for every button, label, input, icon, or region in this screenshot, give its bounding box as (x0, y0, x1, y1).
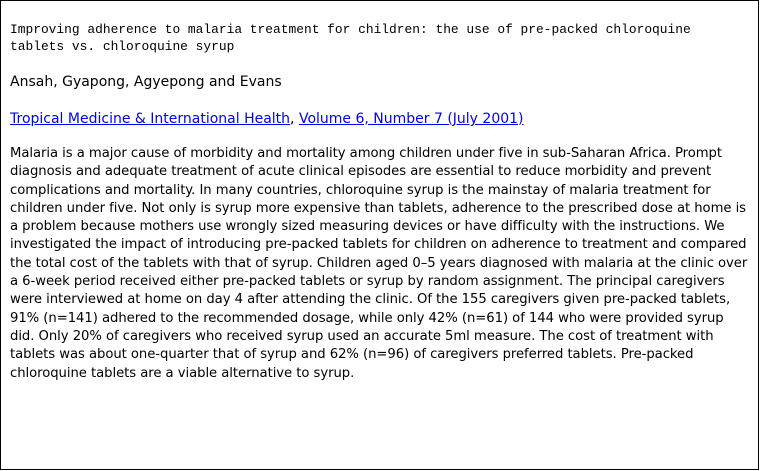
article-abstract: Malaria is a major cause of morbidity and mortality among children under five in sub-Saharan Africa. Prompt diagnosis and adequate treatment of acute clinical episodes are essential to reduce morbidity and prevent complications and mortality. In many countries, chloroquine syrup is the mainstay of malaria treatment for children under five. Not only is syrup more expensive than tablets, adherence to the prescribed dose at home is a problem because mothers use wrongly sized measuring devices or have difficulty with the instructions. We investigated the impact of introducing pre-packed tablets for children on adherence to treatment and compared the total cost of the tablets with that of syrup. Children aged 0–5 years diagnosed with malaria at the clinic over a 6-week period received either pre-packed tablets or syrup by random assignment. The principal caregivers were interviewed at home on day 4 after attending the clinic. Of the 155 caregivers given pre-packed tablets, 91% (n=141) adhered to the recommended dosage, while only 42% (n=61) of 144 who were provided syrup did. Only 20% of caregivers who received syrup used an accurate 5ml measure. The cost of treatment with tablets was about one-quarter that of syrup and 62% (n=96) of caregivers preferred tablets. Pre-packed chloroquine tablets are a viable alternative to syrup. (10, 146, 748, 381)
article-title: Improving adherence to malaria treatment for children: the use of pre-packed chloroquine tablets vs. chloroquine syrup (10, 22, 691, 54)
citation-separator: , (290, 111, 299, 127)
issue-link[interactable]: Volume 6, Number 7 (July 2001) (298, 111, 524, 127)
journal-link[interactable]: Tropical Medicine & International Health (10, 111, 291, 127)
article-authors: Ansah, Gyapong, Agyepong and Evans (10, 74, 282, 90)
article-citation (10, 110, 749, 128)
